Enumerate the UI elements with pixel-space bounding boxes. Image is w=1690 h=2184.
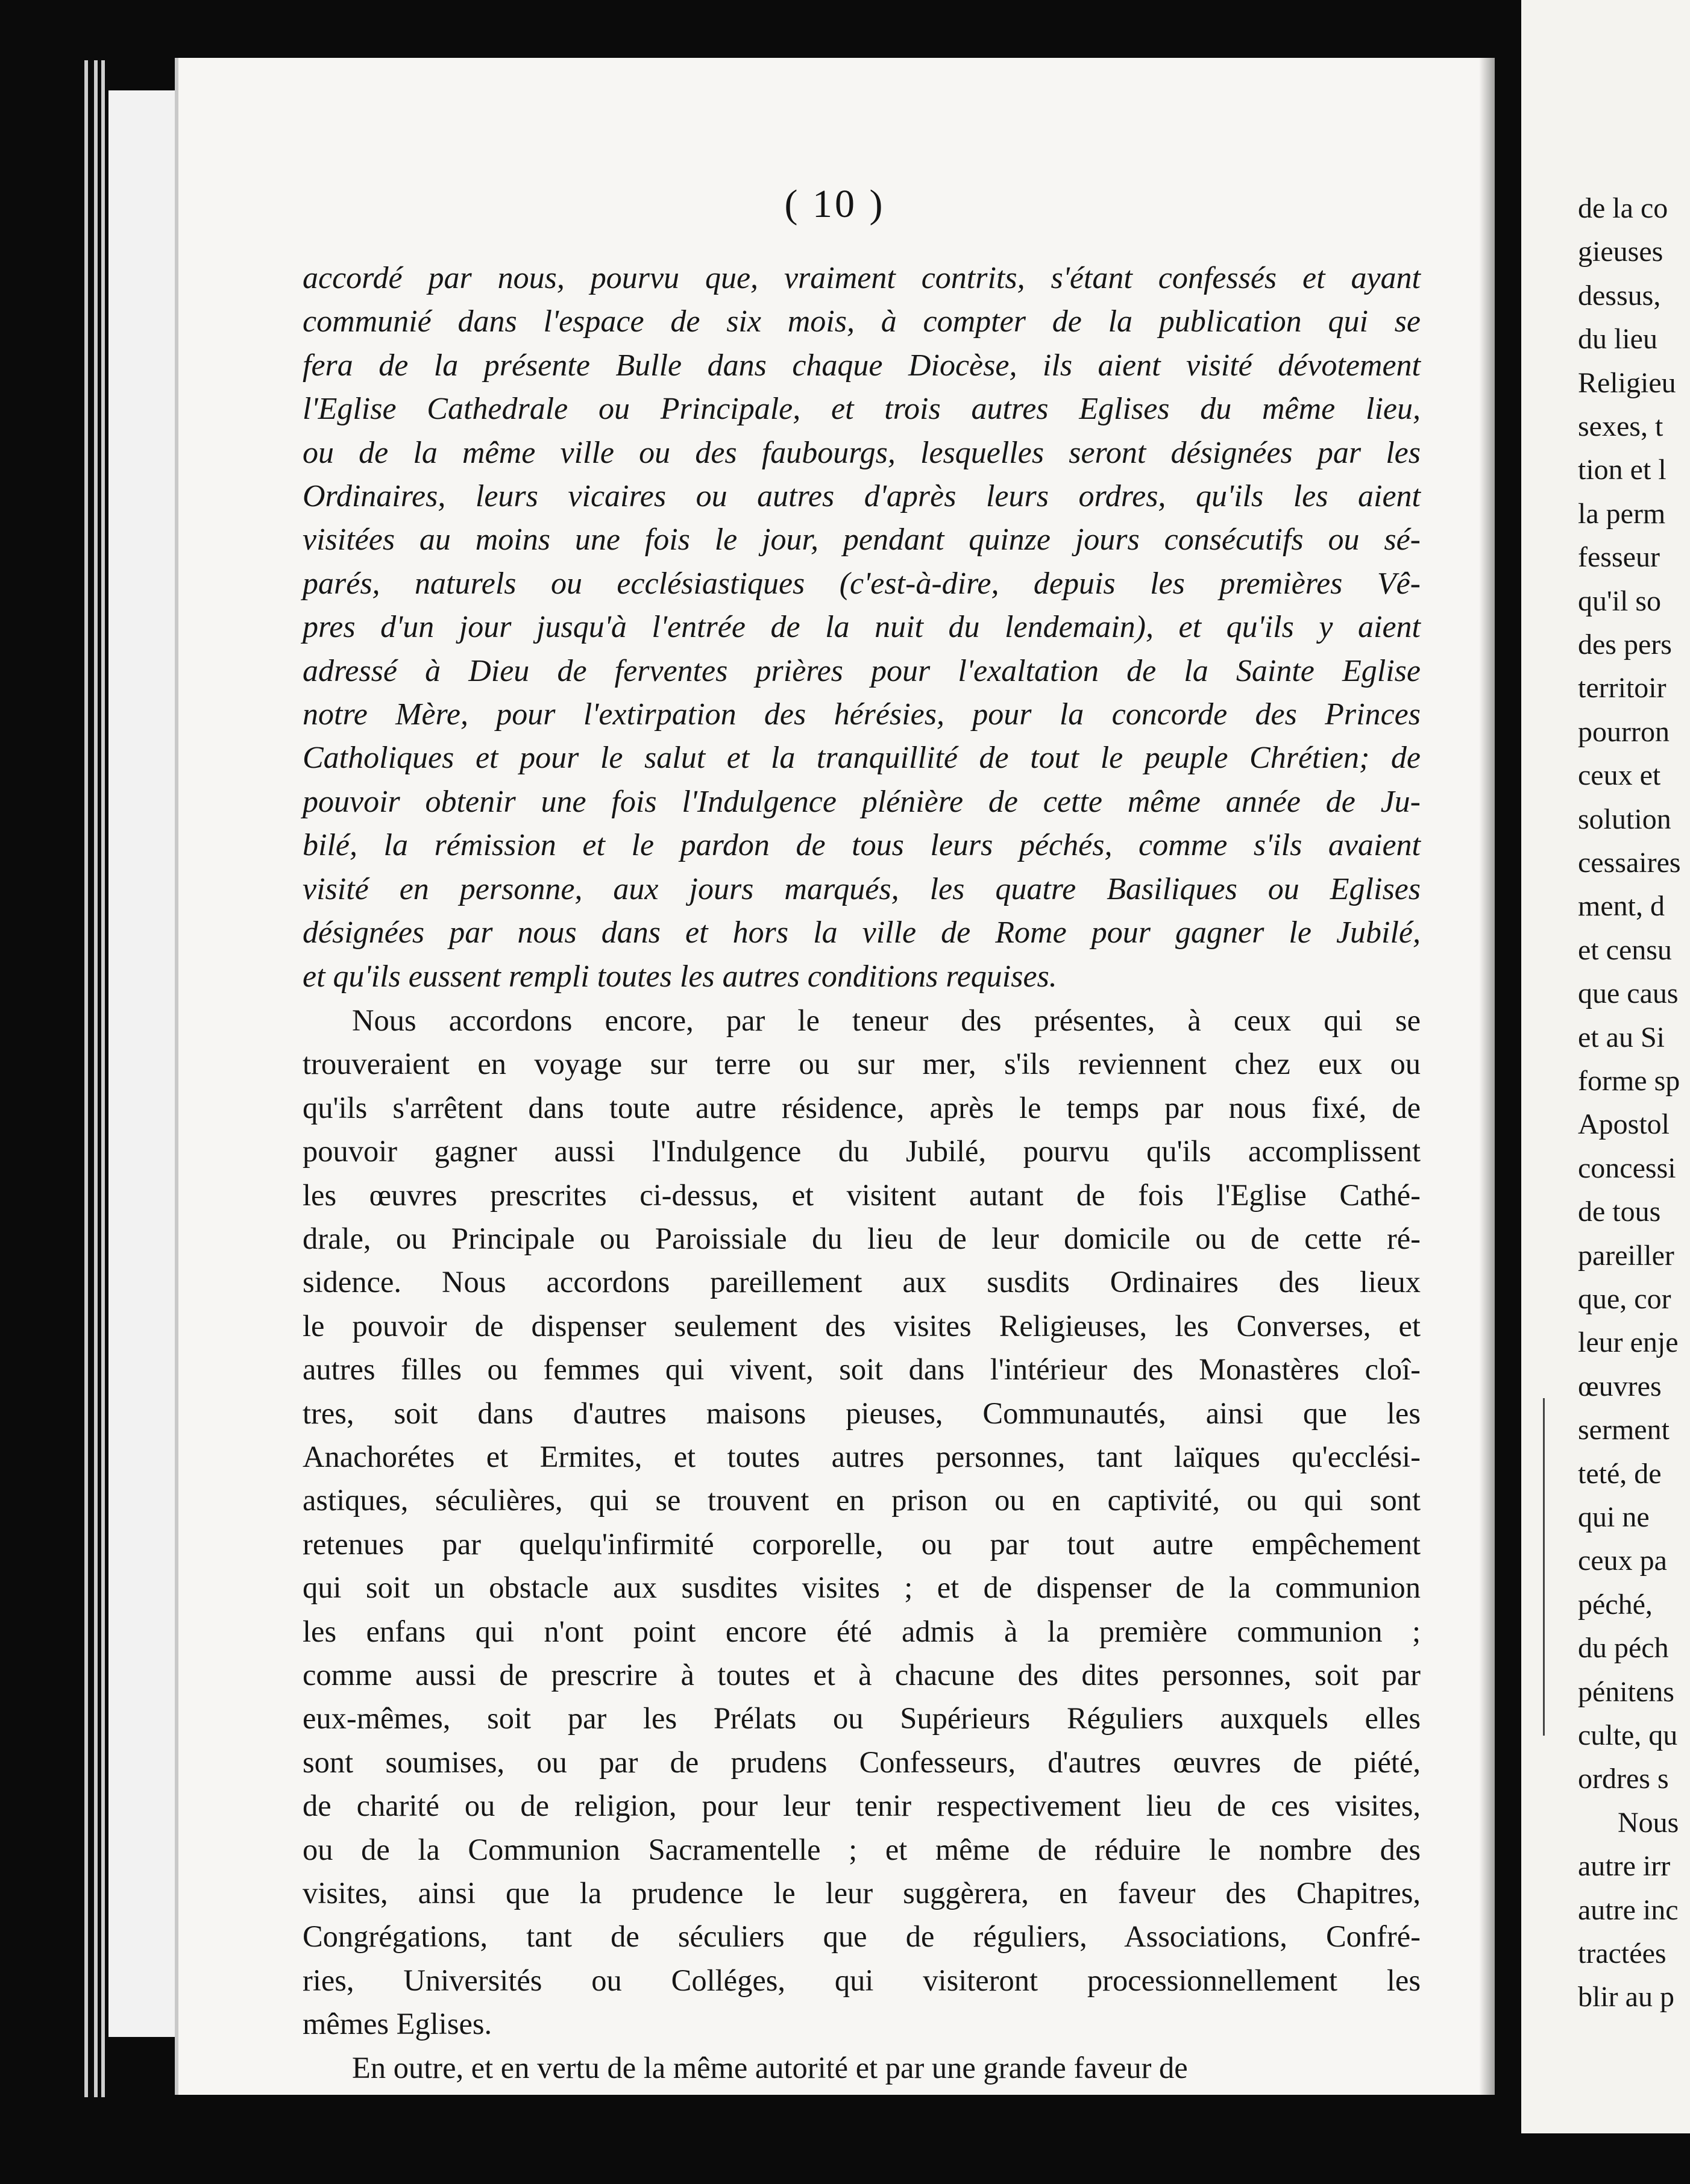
page-fold-shadow xyxy=(1479,58,1495,2095)
text-line: tres, soit dans d'autres maisons pieuses, Communautés, ainsi que les xyxy=(303,1396,1421,1430)
text-line: sidence. Nous accordons pareillement aux susdits Ordinaires des lieux xyxy=(303,1265,1421,1299)
next-page-line-fragment: culte, qu xyxy=(1578,1719,1678,1751)
next-page-line-fragment: fesseur xyxy=(1578,541,1660,574)
text-line: sont soumises, ou par de prudens Confesseurs, d'autres œuvres de piété, xyxy=(303,1745,1421,1779)
text-line: qu'ils s'arrêtent dans toute autre résidence, après le temps par nous fixé, de xyxy=(303,1090,1421,1125)
next-page-line-fragment: que caus xyxy=(1578,977,1679,1010)
text-line: et qu'ils eussent rempli toutes les autres conditions requises. xyxy=(303,959,1057,994)
text-line: les œuvres prescrites ci-dessus, et visitent autant de fois l'Eglise Cathé- xyxy=(303,1178,1421,1212)
text-line: pouvoir gagner aussi l'Indulgence du Jubilé, pourvu qu'ils accomplissent xyxy=(303,1134,1421,1169)
next-page-line-fragment: du lieu xyxy=(1578,323,1657,356)
text-line: visites, ainsi que la prudence le leur suggèrera, en faveur des Chapitres, xyxy=(303,1876,1421,1910)
next-page-line-fragment: des pers xyxy=(1578,629,1672,661)
next-page-line-fragment: Religieu xyxy=(1578,366,1676,399)
body-text xyxy=(303,257,1421,2089)
text-line: ou de la même ville ou des faubourgs, lesquelles seront désignées par les xyxy=(303,435,1421,470)
text-line: drale, ou Principale ou Paroissiale du lieu de leur domicile ou de cette ré- xyxy=(303,1221,1421,1255)
next-page-line-fragment: péché, xyxy=(1578,1588,1653,1621)
next-page-line-fragment: autre inc xyxy=(1578,1894,1679,1926)
roman-paragraphs xyxy=(303,999,1421,2089)
text-line: Catholiques et pour le salut et la tranquillité de tout le peuple Chrétien; de xyxy=(303,741,1421,776)
text-line: les enfans qui n'ont point encore été admis à la première communion ; xyxy=(303,1614,1421,1648)
next-page-line-fragment: pénitens xyxy=(1578,1675,1674,1708)
next-page-line-fragment: qu'il so xyxy=(1578,585,1661,617)
text-line: trouveraient en voyage sur terre ou sur mer, s'ils reviennent chez eux ou xyxy=(303,1047,1421,1081)
binding-edge xyxy=(94,60,98,2097)
text-line: communié dans l'espace de six mois, à compter de la publication qui se xyxy=(303,304,1421,339)
next-page-line-fragment: pareiller xyxy=(1578,1239,1674,1272)
text-line: adressé à Dieu de ferventes prières pour l'exaltation de la Sainte Eglise xyxy=(303,653,1421,688)
text-line: astiques, séculières, qui se trouvent en prison ou en captivité, ou qui sont xyxy=(303,1483,1421,1517)
text-line: l'Eglise Cathedrale ou Principale, et trois autres Eglises du même lieu, xyxy=(303,392,1421,427)
text-line: ou de la Communion Sacramentelle ; et même de réduire le nombre des xyxy=(303,1832,1421,1866)
next-page-line-fragment: ordres s xyxy=(1578,1763,1669,1795)
next-page-line-fragment: ceux et xyxy=(1578,759,1661,792)
text-line: pres d'un jour jusqu'à l'entrée de la nuit du lendemain), et qu'ils y aient xyxy=(303,610,1421,645)
next-page-line-fragment: Nous xyxy=(1618,1806,1679,1839)
next-page-cropped xyxy=(1521,0,1690,2133)
next-page-line-fragment: gieuses xyxy=(1578,236,1663,268)
text-line: ries, Universités ou Colléges, qui visiteront processionnellement les xyxy=(303,1963,1421,1997)
page-number: ( 10 ) xyxy=(784,182,885,226)
next-page-line-fragment: tractées xyxy=(1578,1938,1666,1969)
next-page-line-fragment: du péch xyxy=(1578,1632,1669,1665)
binding-edge xyxy=(84,60,88,2097)
text-line: Ordinaires, leurs vicaires ou autres d'après leurs ordres, qu'ils les aient xyxy=(303,479,1421,514)
next-page-line-fragment: pourron xyxy=(1578,715,1670,748)
main-page xyxy=(175,58,1495,2095)
next-page-line-fragment: tion et l xyxy=(1578,454,1666,486)
text-line: Nous accordons encore, par le teneur des présentes, à ceux qui se xyxy=(352,1003,1421,1037)
italic-paragraph xyxy=(303,257,1421,999)
text-line: fera de la présente Bulle dans chaque Diocèse, ils aient visité dévotement xyxy=(303,348,1421,383)
text-line: bilé, la rémission et le pardon de tous leurs péchés, comme s'ils avaient xyxy=(303,828,1421,863)
next-page-line-fragment: cessaires xyxy=(1578,847,1681,879)
next-page-line-fragment: teté, de xyxy=(1578,1457,1662,1490)
text-line: le pouvoir de dispenser seulement des visites Religieuses, les Converses, et xyxy=(303,1308,1421,1343)
next-page-line-fragment: autre irr xyxy=(1578,1850,1671,1883)
text-line: autres filles ou femmes qui vivent, soit dans l'intérieur des Monastères cloî- xyxy=(303,1352,1421,1387)
next-page-line-fragment: la perm xyxy=(1578,497,1666,530)
text-line: retenues par quelqu'infirmité corporelle, ou par tout autre empêchement xyxy=(303,1527,1421,1561)
next-page-line-fragment: et censu xyxy=(1578,934,1672,966)
next-page-line-fragment: et au Si xyxy=(1578,1021,1665,1053)
text-line: eux-mêmes, soit par les Prélats ou Supérieurs Réguliers auxquels elles xyxy=(303,1701,1421,1736)
text-line: accordé par nous, pourvu que, vraiment contrits, s'étant confessés et ayant xyxy=(303,261,1421,295)
text-line: notre Mère, pour l'extirpation des hérésies, pour la concorde des Princes xyxy=(303,697,1421,732)
next-page-line-fragment: serment xyxy=(1578,1414,1670,1446)
next-page-line-fragment: œuvres xyxy=(1578,1370,1662,1402)
next-page-line-fragment: sexes, t xyxy=(1578,410,1663,442)
next-page-line-fragment: de la co xyxy=(1578,192,1668,224)
next-page-line-fragment: forme sp xyxy=(1578,1065,1680,1097)
text-line: comme aussi de prescrire à toutes et à chacune des dites personnes, soit par xyxy=(303,1658,1421,1692)
text-line: désignées par nous dans et hors la ville de Rome pour gagner le Jubilé, xyxy=(303,915,1421,950)
next-page-line-fragment: blir au p xyxy=(1578,1981,1674,2013)
text-line: En outre, et en vertu de la même autorité et par une grande faveur de xyxy=(352,2050,1188,2085)
next-page-line-fragment: de tous xyxy=(1578,1196,1661,1228)
next-page-line-fragment: Apostol xyxy=(1578,1108,1670,1141)
margin-rule xyxy=(1543,1398,1545,1736)
next-page-line-fragment: ment, d xyxy=(1578,890,1665,923)
text-line: qui soit un obstacle aux susdites visites ; et de dispenser de la communion xyxy=(303,1571,1421,1605)
next-page-line-fragment: concessi xyxy=(1578,1152,1676,1184)
text-line: de charité ou de religion, pour leur tenir respectivement lieu de ces visites, xyxy=(303,1789,1421,1823)
text-line: visité en personne, aux jours marqués, les quatre Basiliques ou Eglises xyxy=(303,871,1421,906)
text-line: Congrégations, tant de séculiers que de réguliers, Associations, Confré- xyxy=(303,1919,1421,1954)
next-page-line-fragment: solution xyxy=(1578,803,1671,835)
text-line: mêmes Eglises. xyxy=(303,2007,492,2041)
next-page-line-fragment: que, cor xyxy=(1578,1283,1671,1315)
next-page-line-fragment: dessus, xyxy=(1578,279,1661,312)
text-line: visitées au moins une fois le jour, pendant quinze jours consécutifs ou sé- xyxy=(303,522,1421,557)
page-stack-edge xyxy=(108,90,177,2037)
next-page-line-fragment: leur enje xyxy=(1578,1326,1679,1359)
text-line: pouvoir obtenir une fois l'Indulgence plénière de cette même année de Ju- xyxy=(303,784,1421,819)
binding-edge xyxy=(101,60,105,2097)
next-page-line-fragment: ceux pa xyxy=(1578,1545,1667,1577)
text-line: Anachorétes et Ermites, et toutes autres personnes, tant laïques qu'ecclési- xyxy=(303,1439,1421,1473)
text-line: parés, naturels ou ecclésiastiques (c'est-à-dire, depuis les premières Vê- xyxy=(303,566,1421,601)
next-page-line-fragment: territoir xyxy=(1578,672,1666,704)
next-page-line-fragment: qui ne xyxy=(1578,1501,1650,1533)
